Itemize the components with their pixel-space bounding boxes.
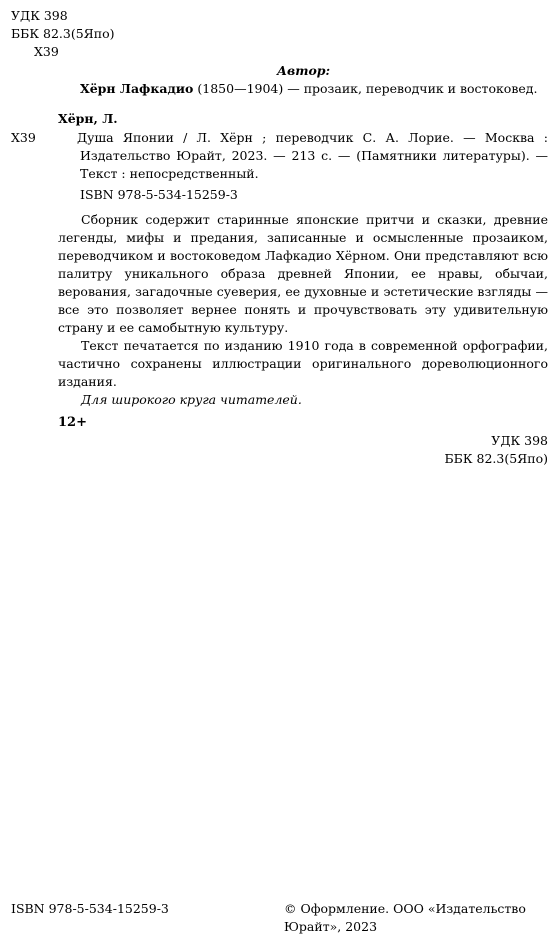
- udk-code: УДК 398: [11, 8, 68, 23]
- author-mark: Х39: [34, 44, 59, 59]
- author-details: (1850—1904) — прозаик, переводчик и востоковед.: [197, 81, 538, 96]
- copyright-line-2: Юрайт», 2023: [284, 919, 378, 934]
- record-isbn: ISBN 978-5-534-15259-3: [80, 187, 238, 202]
- author-info: [80, 80, 537, 98]
- annotation-paragraph-1: Сборник содержит старинные японские притчи и сказки, древние легенды, мифы и предания, записанные и осмысленные прозаиком, переводчиком и востоковедом Лафкадио Хёрном. Они представляют всю палитру уникального образа древней Японии, ее нравы, обычаи, верования, загадочные суеверия, ее духовные и эстетические взгляды — все это позволяет вернее понять и прочувствовать эту удивительную страну и ее самобытную культуру.: [58, 212, 548, 335]
- annotation: [58, 211, 548, 409]
- author-name: Хёрн Лафкадио: [80, 81, 194, 96]
- right-udk-code: УДК 398: [491, 433, 548, 448]
- age-rating: 12+: [58, 415, 87, 430]
- record-heading: Хёрн, Л.: [58, 111, 118, 126]
- record-mark: Х39: [11, 130, 36, 145]
- footer-isbn: ISBN 978-5-534-15259-3: [11, 901, 169, 916]
- audience-note: Для широкого круга читателей.: [81, 392, 302, 407]
- copyright-line-1: © Оформление. ООО «Издательство: [284, 901, 526, 916]
- record-description: Душа Японии / Л. Хёрн ; переводчик С. А. Лорие. — Москва : Издательство Юрайт, 2023. — 213 с. — (Памятники литературы). — Текст : непосредственный.: [77, 130, 548, 181]
- author-label: Автор:: [276, 63, 331, 78]
- bbk-code: ББК 82.3(5Япо): [11, 26, 115, 41]
- annotation-paragraph-2: Текст печатается по изданию 1910 года в современной орфографии, частично сохранены иллюстрации оригинального дореволюционного издания.: [58, 338, 548, 389]
- right-bbk-code: ББК 82.3(5Япо): [444, 451, 548, 466]
